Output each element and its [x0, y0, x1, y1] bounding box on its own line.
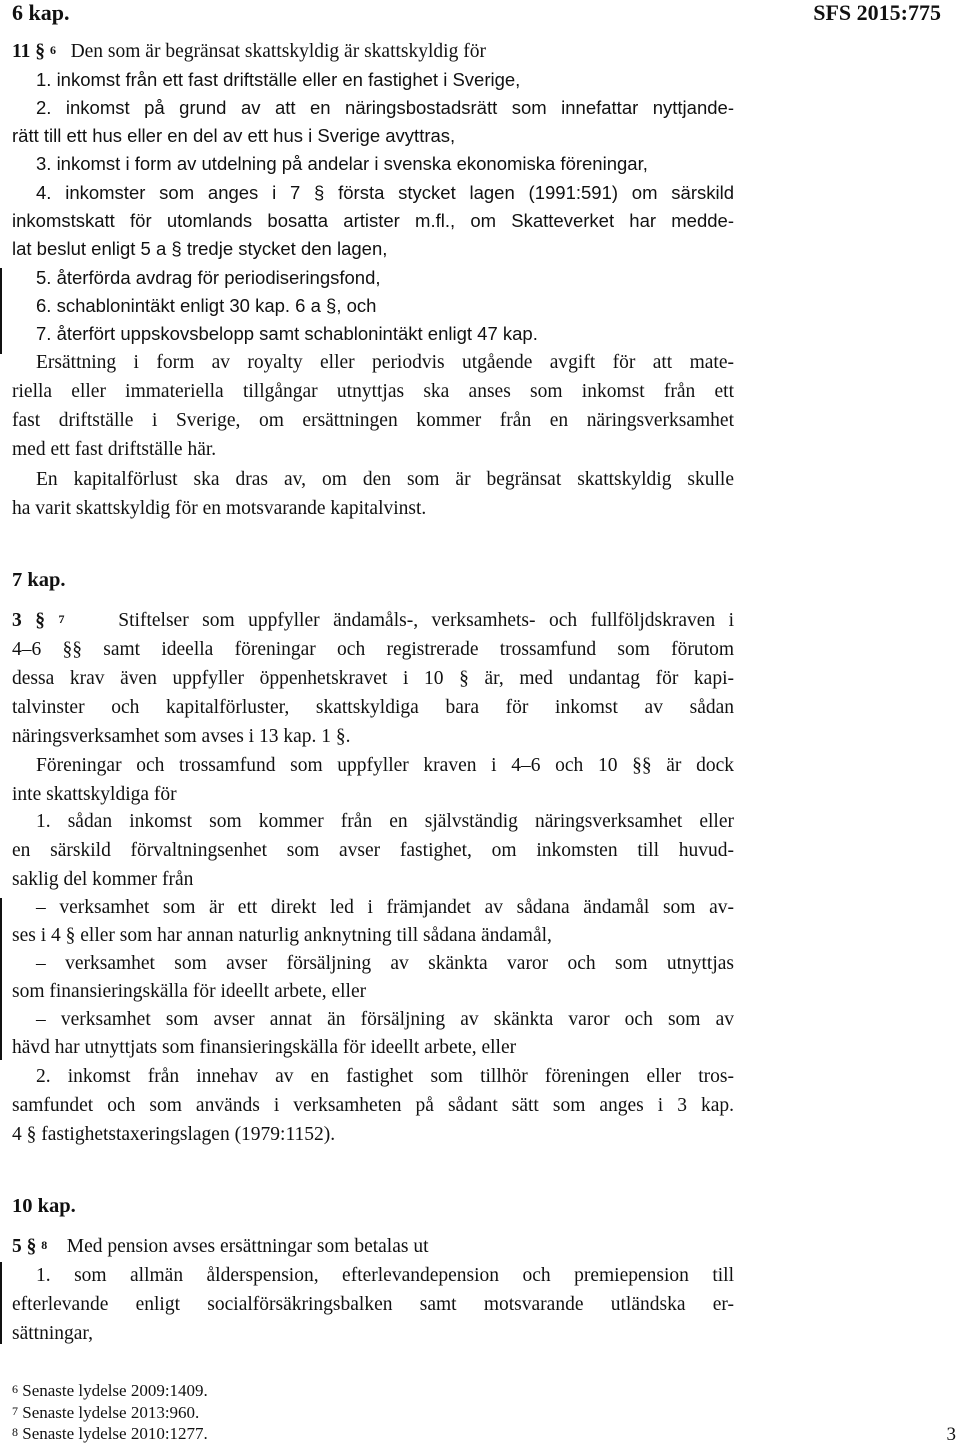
- text-line: dessa krav även uppfyller öppenhetskravet i 10 § är, med undantag för kapi-: [12, 668, 734, 689]
- text-line: riella eller immateriella tillgångar utnyttjas ska anses som inkomst från ett: [12, 381, 734, 402]
- text-line: 1. sådan inkomst som kommer från en självständig näringsverksamhet eller: [36, 811, 734, 832]
- section-5-intro: 5 § $^8$ Med pension avses ersättningar som betalas ut: [12, 1236, 429, 1257]
- text-line: näringsverksamhet som avses i 13 kap. 1 §.: [12, 726, 351, 747]
- text-line: saklig del kommer från: [12, 869, 194, 890]
- page-number: 3: [946, 1424, 956, 1445]
- text-line: inte skattskyldiga för: [12, 784, 177, 805]
- change-bar: [0, 1262, 2, 1344]
- text-line: en särskild förvaltningsenhet som avser fastighet, om inkomsten till huvud-: [12, 840, 734, 861]
- footnote: $^6$ Senaste lydelse 2009:1409.: [12, 1381, 208, 1400]
- section-11-intro: 11 § $^6$ Den som är begränsat skattskyldig är skattskyldig för: [12, 41, 486, 62]
- text-line: efterlevande enligt socialförsäkringsbalken samt motsvarande utländska er-: [12, 1294, 734, 1315]
- change-bar: [0, 898, 2, 1060]
- text-line: 1. inkomst från ett fast driftställe eller en fastighet i Sverige,: [36, 69, 521, 90]
- text-line: 1. som allmän ålderspension, efterlevandepension och premiepension till: [36, 1265, 734, 1286]
- text-line: 4. inkomster som anges i 7 § första stycket lagen (1991:591) om särskild: [36, 182, 734, 203]
- text-line: sättningar,: [12, 1323, 93, 1344]
- text-line: 2. inkomst på grund av att en näringsbostadsrätt som innefattar nyttjande-: [36, 97, 734, 118]
- text-line: som finansieringskälla för ideellt arbete, eller: [12, 981, 367, 1002]
- text-line: hävd har utnyttjats som finansieringskälla för ideellt arbete, eller: [12, 1037, 517, 1058]
- text-line: talvinster och kapitalförluster, skattskyldiga bara för inkomst av sådan: [12, 697, 734, 718]
- footnote: $^8$ Senaste lydelse 2010:1277.: [12, 1424, 208, 1443]
- text-line: Föreningar och trossamfund som uppfyller kraven i 4–6 och 10 §§ är dock: [36, 755, 734, 776]
- text-line: En kapitalförlust ska dras av, om den som är begränsat skattskyldig skulle: [36, 469, 734, 490]
- text-line: 5. återförda avdrag för periodiseringsfond,: [36, 267, 381, 288]
- text-line: 4–6 §§ samt ideella föreningar och registrerade trossamfund som förutom: [12, 639, 734, 660]
- text-line: ses i 4 § eller som har annan naturlig anknytning till sådana ändamål,: [12, 925, 552, 946]
- chapter-7-heading: 7 kap.: [12, 569, 66, 591]
- text-line: Den som är begränsat skattskyldig är skattskyldig för: [70, 41, 486, 62]
- text-line: fast driftställe i Sverige, om ersättningen kommer från en näringsverksamhet: [12, 410, 734, 431]
- sfs-number: SFS 2015:775: [813, 0, 941, 25]
- text-line: 2. inkomst från innehav av en fastighet som tillhör föreningen eller tros-: [36, 1066, 734, 1087]
- text-line: 4 § fastighetstaxeringslagen (1979:1152).: [12, 1124, 336, 1145]
- chapter-heading: 6 kap.: [12, 0, 70, 25]
- text-line: – verksamhet som är ett direkt led i främjandet av sådana ändamål som av-: [36, 897, 734, 918]
- text-line: lat beslut enligt 5 a § tredje stycket den lagen,: [12, 238, 388, 259]
- text-line: 7. återfört uppskovsbelopp samt schablonintäkt enligt 47 kap.: [36, 323, 538, 344]
- text-line: – verksamhet som avser annat än försäljning av skänkta varor och som av: [36, 1009, 734, 1030]
- text-line: ha varit skattskyldig för en motsvarande kapitalvinst.: [12, 498, 427, 519]
- text-line: inkomstskatt för utomlands bosatta artister m.fl., om Skatteverket har medde-: [12, 210, 734, 231]
- text-line: samfundet och som används i verksamheten på sådant sätt som anges i 3 kap.: [12, 1095, 734, 1116]
- section-3-intro: 3 § $^7$ Stiftelser som uppfyller ändamåls-, verksamhets- och fullföljdskraven i: [12, 610, 735, 631]
- text-line: rätt till ett hus eller en del av ett hus i Sverige avyttras,: [12, 125, 456, 146]
- change-bar: [0, 268, 2, 354]
- footnote: $^7$ Senaste lydelse 2013:960.: [12, 1403, 200, 1422]
- text-line: 6. schablonintäkt enligt 30 kap. 6 a §, och: [36, 295, 377, 316]
- chapter-10-heading: 10 kap.: [12, 1195, 76, 1217]
- text-line: – verksamhet som avser försäljning av skänkta varor och som utnyttjas: [36, 953, 734, 974]
- text-line: 3. inkomst i form av utdelning på andelar i svenska ekonomiska föreningar,: [36, 153, 648, 174]
- text-line: Ersättning i form av royalty eller periodvis utgående avgift för att mate-: [36, 352, 734, 373]
- text-line: med ett fast driftställe här.: [12, 439, 217, 460]
